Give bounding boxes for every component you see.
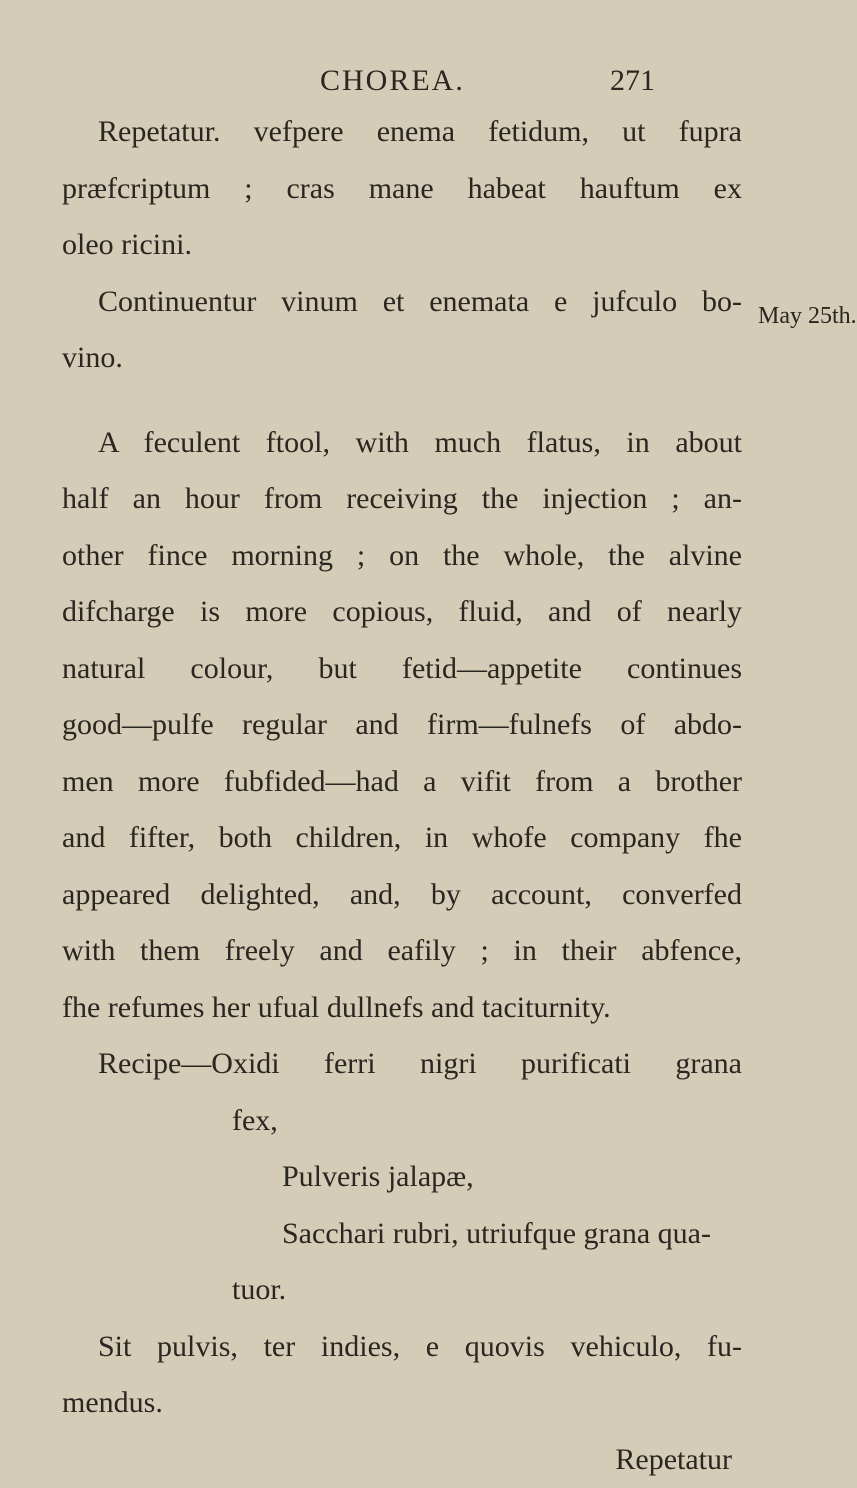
text-line: Sit pulvis, ter indies, e quovis vehiculo, fu- (62, 1319, 742, 1376)
paragraph-gap (62, 387, 742, 415)
text-line: Recipe—Oxidi ferri nigri purificati grana (62, 1036, 742, 1093)
text-line: other fince morning ; on the whole, the alvine (62, 528, 742, 585)
catchword: Repetatur (62, 1432, 742, 1488)
text-line: half an hour from receiving the injection ; an- (62, 471, 742, 528)
text-line: Repetatur. vefpere enema fetidum, ut fupra (62, 104, 742, 161)
margin-note-date: May 25th. (758, 303, 857, 330)
text-line: Continuentur vinum et enemata e jufculo bo- (62, 274, 742, 331)
text-line: tuor. (62, 1262, 742, 1319)
text-line: appeared delighted, and, by account, converfed (62, 867, 742, 924)
text-line: mendus. (62, 1375, 742, 1432)
text-line: oleo ricini. (62, 217, 742, 274)
text-line: difcharge is more copious, fluid, and of nearly (62, 584, 742, 641)
text-line: and fifter, both children, in whofe company fhe (62, 810, 742, 867)
text-line: Pulveris jalapæ, (62, 1149, 742, 1206)
text-line: præfcriptum ; cras mane habeat hauftum ex (62, 161, 742, 218)
running-head: CHOREA. (320, 64, 465, 98)
body-text (62, 104, 742, 1488)
text-line: fex, (62, 1093, 742, 1150)
page-number: 271 (610, 64, 655, 98)
text-line: A feculent ftool, with much flatus, in about (62, 415, 742, 472)
text-line: Sacchari rubri, utriufque grana qua- (62, 1206, 742, 1263)
text-line: good—pulfe regular and firm—fulnefs of abdo- (62, 697, 742, 754)
text-line: men more fubfided—had a vifit from a brother (62, 754, 742, 811)
text-line: vino. (62, 330, 742, 387)
text-line: fhe refumes her ufual dullnefs and taciturnity. (62, 980, 742, 1037)
text-line: with them freely and eafily ; in their abfence, (62, 923, 742, 980)
page-header (0, 64, 800, 104)
text-line: natural colour, but fetid—appetite continues (62, 641, 742, 698)
